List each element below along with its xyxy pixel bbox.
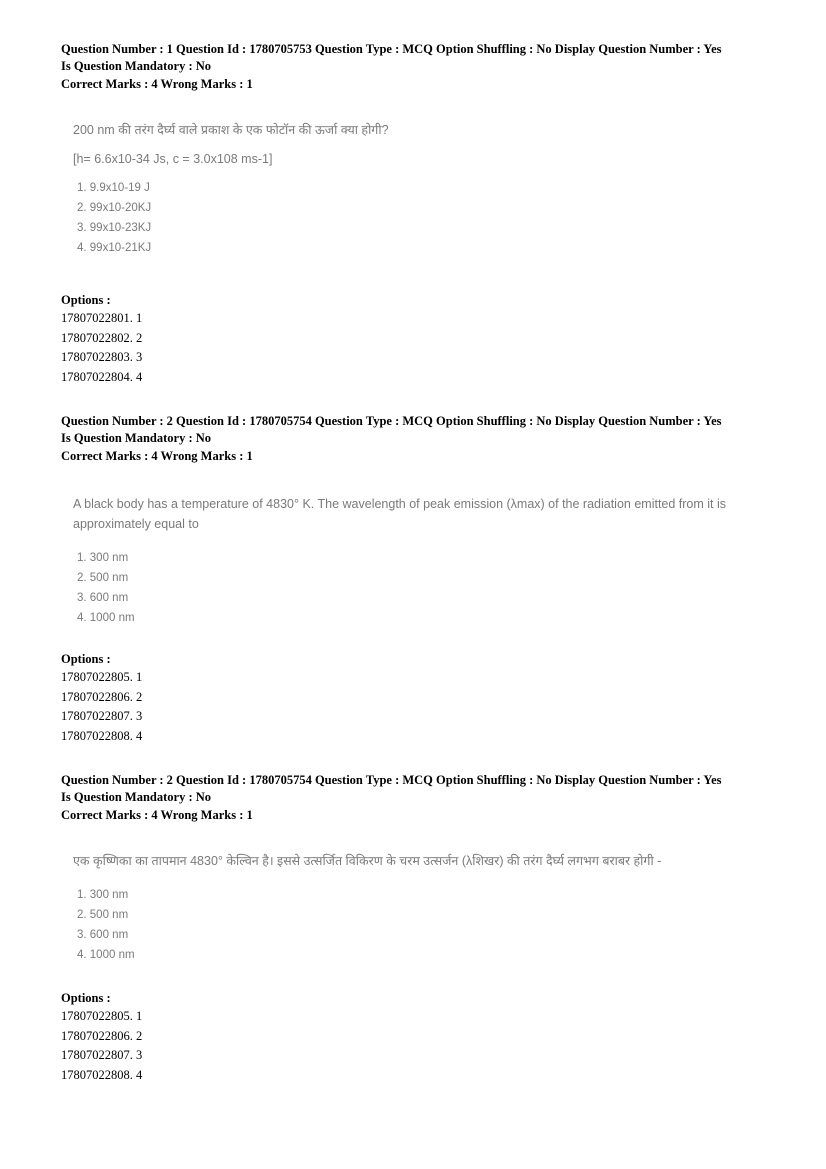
question-3-header: [61, 772, 781, 824]
option-id: 17807022804. 4: [61, 369, 143, 384]
question-mandatory: Is Question Mandatory : No: [61, 430, 212, 445]
question-2-image: [73, 494, 773, 628]
question-text: एक कृष्णिका का तापमान 4830° केल्विन है। इससे उत्सर्जित विकिरण के चरम उत्सर्जन (λशिखर) की तरंग दैर्घ्य लगभग बराबर होगी -: [73, 854, 662, 868]
question-marks: Correct Marks : 4 Wrong Marks : 1: [61, 808, 253, 822]
answer-choice: 2. 99x10-20KJ: [77, 202, 152, 214]
option-id: 17807022805. 1: [61, 670, 143, 684]
answer-choice: 3. 600 nm: [77, 592, 129, 604]
question-meta: Question Number : 1 Question Id : 1780705753 Question Type : MCQ Option Shuffling : No Display Question Number : Yes: [61, 42, 722, 56]
option-id: 17807022803. 3: [61, 350, 143, 364]
question-marks: Correct Marks : 4 Wrong Marks : 1: [61, 449, 253, 463]
answer-choice: 1. 300 nm: [77, 889, 129, 901]
answer-choices: [73, 178, 773, 258]
question-text: 200 nm की तरंग दैर्घ्य वाले प्रकाश के एक फोटॉन की ऊर्जा क्या होगी?: [73, 123, 389, 137]
option-id: 17807022806. 2: [61, 1028, 143, 1043]
question-3-options: [61, 989, 781, 1085]
option-id: 17807022807. 3: [61, 709, 143, 723]
options-title: Options :: [61, 991, 111, 1005]
answer-choice: 3. 600 nm: [77, 929, 129, 941]
option-id: 17807022806. 2: [61, 689, 143, 704]
options-title: Options :: [61, 652, 111, 666]
answer-choices: [73, 885, 773, 965]
answer-choice: 4. 99x10-21KJ: [77, 242, 152, 254]
question-3-image: [73, 851, 773, 965]
question-1-image: [73, 120, 773, 258]
answer-choice: 2. 500 nm: [77, 572, 129, 584]
answer-choice: 2. 500 nm: [77, 909, 129, 921]
answer-choice: 1. 9.9x10-19 J: [77, 182, 150, 194]
option-id: 17807022801. 1: [61, 311, 143, 325]
question-mandatory: Is Question Mandatory : No: [61, 789, 212, 804]
option-id: 17807022805. 1: [61, 1009, 143, 1023]
question-meta: Question Number : 2 Question Id : 1780705754 Question Type : MCQ Option Shuffling : No Display Question Number : Yes: [61, 773, 722, 787]
question-1-header: [61, 41, 781, 93]
question-2-header: [61, 413, 781, 465]
answer-choice: 1. 300 nm: [77, 552, 129, 564]
options-title: Options :: [61, 293, 111, 307]
answer-choice: 4. 1000 nm: [77, 612, 135, 624]
question-mandatory: Is Question Mandatory : No: [61, 58, 212, 73]
question-2-options: [61, 650, 781, 746]
question-constants: [h= 6.6x10-34 Js, c = 3.0x108 ms-1]: [73, 152, 273, 166]
question-marks: Correct Marks : 4 Wrong Marks : 1: [61, 77, 253, 91]
question-meta: Question Number : 2 Question Id : 1780705754 Question Type : MCQ Option Shuffling : No Display Question Number : Yes: [61, 414, 722, 428]
question-text: A black body has a temperature of 4830° K. The wavelength of peak emission (λmax) of the radiation emitted from it is approximately equal to: [73, 497, 727, 531]
option-id: 17807022807. 3: [61, 1048, 143, 1062]
option-id: 17807022808. 4: [61, 728, 143, 743]
option-id: 17807022808. 4: [61, 1067, 143, 1082]
option-id: 17807022802. 2: [61, 330, 143, 345]
question-1-options: [61, 291, 781, 387]
answer-choices: [73, 548, 773, 628]
answer-choice: 4. 1000 nm: [77, 949, 135, 961]
answer-choice: 3. 99x10-23KJ: [77, 222, 152, 234]
